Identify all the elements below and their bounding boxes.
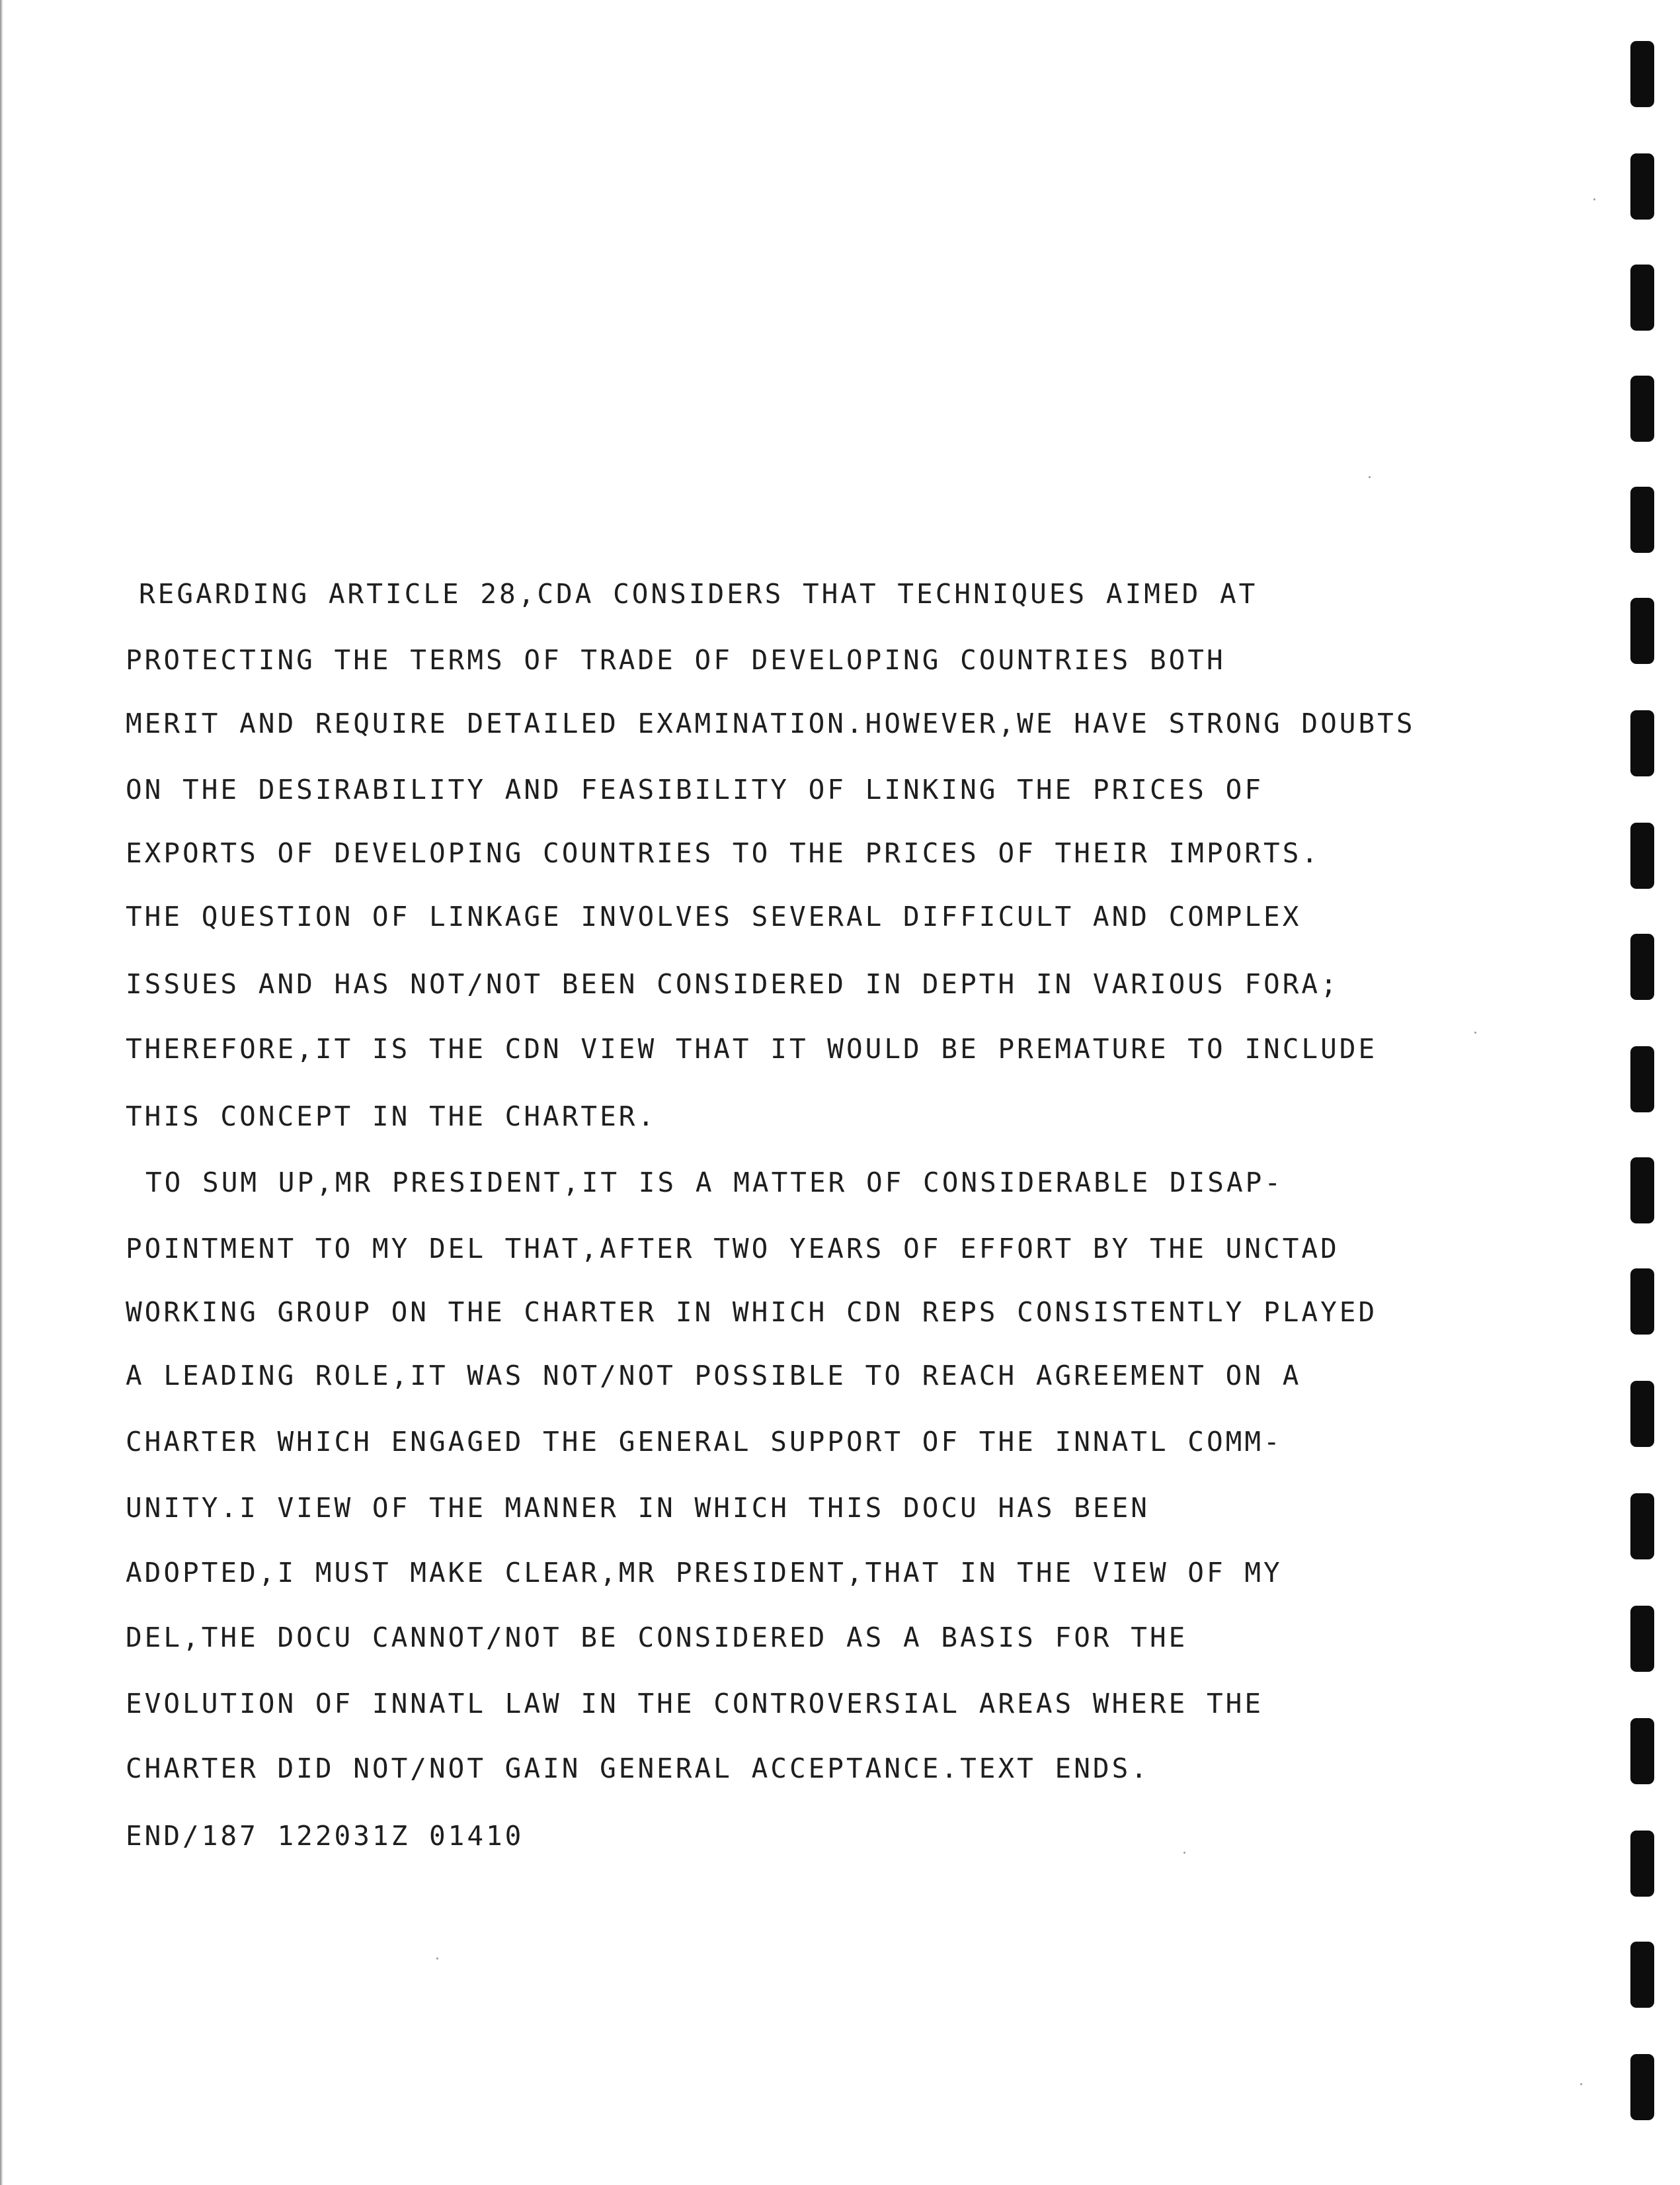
- feed-hole: [1630, 1157, 1654, 1223]
- text-line-6: THE QUESTION OF LINKAGE INVOLVES SEVERAL DIFFICULT AND COMPLEX: [126, 901, 1302, 932]
- feed-hole: [1630, 1942, 1654, 2008]
- text-line-10: TO SUM UP,MR PRESIDENT,IT IS A MATTER OF CONSIDERABLE DISAP-: [145, 1167, 1284, 1198]
- scan-speck: [436, 1958, 438, 1959]
- feed-hole: [1630, 598, 1654, 664]
- feed-hole: [1630, 710, 1654, 776]
- text-line-9: THIS CONCEPT IN THE CHARTER.: [126, 1100, 657, 1132]
- text-line-19: CHARTER DID NOT/NOT GAIN GENERAL ACCEPTANCE.TEXT ENDS.: [126, 1752, 1150, 1784]
- feed-hole: [1630, 1606, 1654, 1672]
- feed-hole: [1630, 1046, 1654, 1112]
- scan-speck: [1593, 198, 1595, 200]
- feed-hole: [1630, 934, 1654, 1000]
- scan-speck: [1580, 2083, 1582, 2085]
- feed-hole: [1630, 1718, 1654, 1784]
- text-line-18: EVOLUTION OF INNATL LAW IN THE CONTROVERSIAL AREAS WHERE THE: [126, 1688, 1264, 1719]
- feed-hole: [1630, 2054, 1654, 2120]
- scan-speck: [1474, 1032, 1476, 1034]
- text-line-1: REGARDING ARTICLE 28,CDA CONSIDERS THAT TECHNIQUES AIMED AT: [139, 578, 1258, 610]
- feed-hole: [1630, 823, 1654, 889]
- text-line-16: ADOPTED,I MUST MAKE CLEAR,MR PRESIDENT,THAT IN THE VIEW OF MY: [126, 1557, 1283, 1588]
- feed-hole: [1630, 487, 1654, 553]
- feed-hole: [1630, 153, 1654, 220]
- feed-hole: [1630, 41, 1654, 107]
- scan-speck: [1183, 1852, 1185, 1854]
- text-line-7: ISSUES AND HAS NOT/NOT BEEN CONSIDERED IN DEPTH IN VARIOUS FORA;: [126, 968, 1340, 1000]
- text-line-13: A LEADING ROLE,IT WAS NOT/NOT POSSIBLE TO REACH AGREEMENT ON A: [126, 1360, 1302, 1391]
- feed-hole: [1630, 1268, 1654, 1335]
- text-line-5: EXPORTS OF DEVELOPING COUNTRIES TO THE PRICES OF THEIR IMPORTS.: [126, 837, 1321, 869]
- text-line-8: THEREFORE,IT IS THE CDN VIEW THAT IT WOULD BE PREMATURE TO INCLUDE: [126, 1033, 1378, 1065]
- text-line-12: WORKING GROUP ON THE CHARTER IN WHICH CDN REPS CONSISTENTLY PLAYED: [126, 1296, 1378, 1328]
- text-line-14: CHARTER WHICH ENGAGED THE GENERAL SUPPORT OF THE INNATL COMM-: [126, 1426, 1283, 1458]
- feed-hole: [1630, 1831, 1654, 1897]
- tractor-feed-strip: [1630, 0, 1663, 2185]
- feed-hole: [1630, 265, 1654, 331]
- feed-hole: [1630, 376, 1654, 442]
- end-of-message-line: END/187 122031Z 01410: [126, 1820, 524, 1852]
- feed-hole: [1630, 1493, 1654, 1559]
- text-line-4: ON THE DESIRABILITY AND FEASIBILITY OF LINKING THE PRICES OF: [126, 774, 1264, 805]
- text-line-15: UNITY.I VIEW OF THE MANNER IN WHICH THIS DOCU HAS BEEN: [126, 1492, 1150, 1524]
- scan-speck: [1369, 476, 1371, 478]
- text-line-11: POINTMENT TO MY DEL THAT,AFTER TWO YEARS OF EFFORT BY THE UNCTAD: [126, 1233, 1340, 1264]
- text-line-3: MERIT AND REQUIRE DETAILED EXAMINATION.HOWEVER,WE HAVE STRONG DOUBTS: [126, 708, 1416, 739]
- text-line-17: DEL,THE DOCU CANNOT/NOT BE CONSIDERED AS A BASIS FOR THE: [126, 1622, 1188, 1653]
- text-line-2: PROTECTING THE TERMS OF TRADE OF DEVELOPING COUNTRIES BOTH: [126, 644, 1226, 676]
- feed-hole: [1630, 1381, 1654, 1447]
- page-left-edge: [0, 0, 3, 2185]
